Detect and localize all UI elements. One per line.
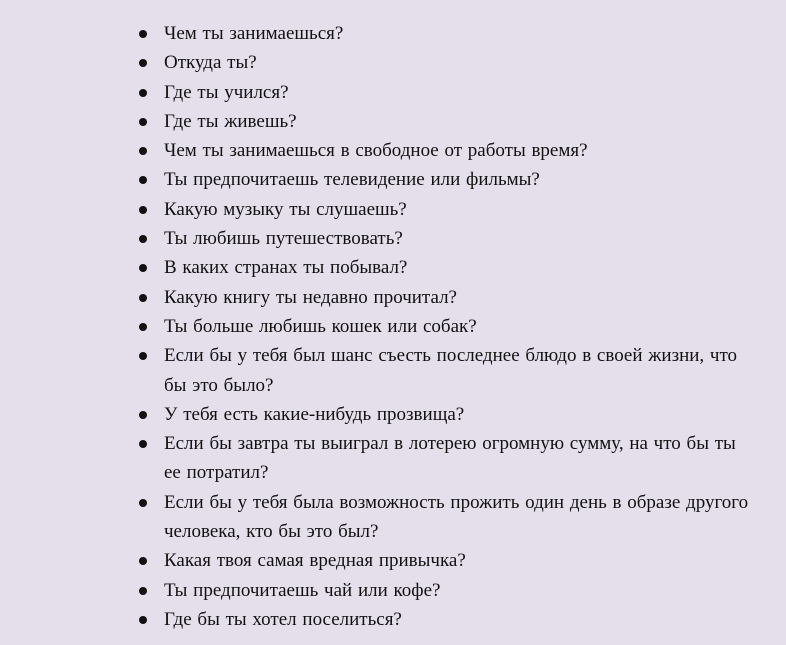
question-text: Ты предпочитаешь телевидение или фильмы? bbox=[164, 169, 540, 191]
question-text: Если бы у тебя был шанс съесть последнее блюдо в своей жизни, что бы это было? bbox=[164, 345, 738, 396]
list-item bbox=[137, 107, 757, 136]
bullet-icon bbox=[139, 294, 147, 302]
bullet-icon bbox=[139, 557, 147, 565]
list-item bbox=[137, 19, 757, 48]
question-text: Откуда ты? bbox=[164, 52, 257, 74]
list-item bbox=[137, 341, 757, 400]
bullet-icon bbox=[139, 411, 147, 419]
list-item bbox=[137, 605, 757, 634]
list-item bbox=[137, 488, 757, 547]
question-text: Ты любишь путешествовать? bbox=[164, 228, 403, 250]
question-text: Где бы ты хотел поселиться? bbox=[164, 608, 402, 630]
bullet-icon bbox=[139, 89, 147, 97]
bullet-icon bbox=[139, 499, 147, 507]
bullet-icon bbox=[139, 30, 147, 38]
question-text: Какую музыку ты слушаешь? bbox=[164, 198, 407, 220]
bullet-icon bbox=[139, 352, 147, 360]
bullet-icon bbox=[139, 616, 147, 624]
question-text: Ты больше любишь кошек или собак? bbox=[164, 315, 477, 337]
list-item bbox=[137, 224, 757, 253]
list-item bbox=[137, 253, 757, 282]
question-list bbox=[137, 19, 757, 634]
bullet-icon bbox=[139, 587, 147, 595]
list-item bbox=[137, 78, 757, 107]
question-text: Если бы завтра ты выиграл в лотерею огромную сумму, на что бы ты ее потратил? bbox=[164, 433, 736, 484]
question-text: У тебя есть какие-нибудь прозвища? bbox=[164, 403, 465, 425]
list-item bbox=[137, 400, 757, 429]
list-item bbox=[137, 312, 757, 341]
bullet-icon bbox=[139, 323, 147, 331]
list-item bbox=[137, 136, 757, 165]
question-text: Какую книгу ты недавно прочитал? bbox=[164, 286, 457, 308]
bullet-icon bbox=[139, 118, 147, 126]
question-text: Где ты живешь? bbox=[164, 110, 297, 132]
list-item bbox=[137, 546, 757, 575]
list-item bbox=[137, 429, 757, 488]
bullet-icon bbox=[139, 264, 147, 272]
list-item bbox=[137, 195, 757, 224]
list-item bbox=[137, 48, 757, 77]
question-text: Какая твоя самая вредная привычка? bbox=[164, 550, 466, 572]
list-item bbox=[137, 576, 757, 605]
bullet-icon bbox=[139, 440, 147, 448]
bullet-icon bbox=[139, 147, 147, 155]
question-text: Чем ты занимаешься? bbox=[164, 23, 344, 44]
list-item bbox=[137, 283, 757, 312]
question-text: Если бы у тебя была возможность прожить один день в образе другого человека, кто бы это был? bbox=[164, 491, 749, 543]
bullet-icon bbox=[139, 59, 147, 67]
question-text: Ты предпочитаешь чай или кофе? bbox=[164, 579, 441, 601]
bullet-icon bbox=[139, 176, 147, 184]
bullet-icon bbox=[139, 235, 147, 243]
list-item bbox=[137, 165, 757, 194]
question-text: В каких странах ты побывал? bbox=[164, 257, 408, 279]
question-text: Чем ты занимаешься в свободное от работы время? bbox=[164, 140, 588, 162]
question-text: Где ты учился? bbox=[164, 81, 289, 103]
bullet-icon bbox=[139, 206, 147, 214]
